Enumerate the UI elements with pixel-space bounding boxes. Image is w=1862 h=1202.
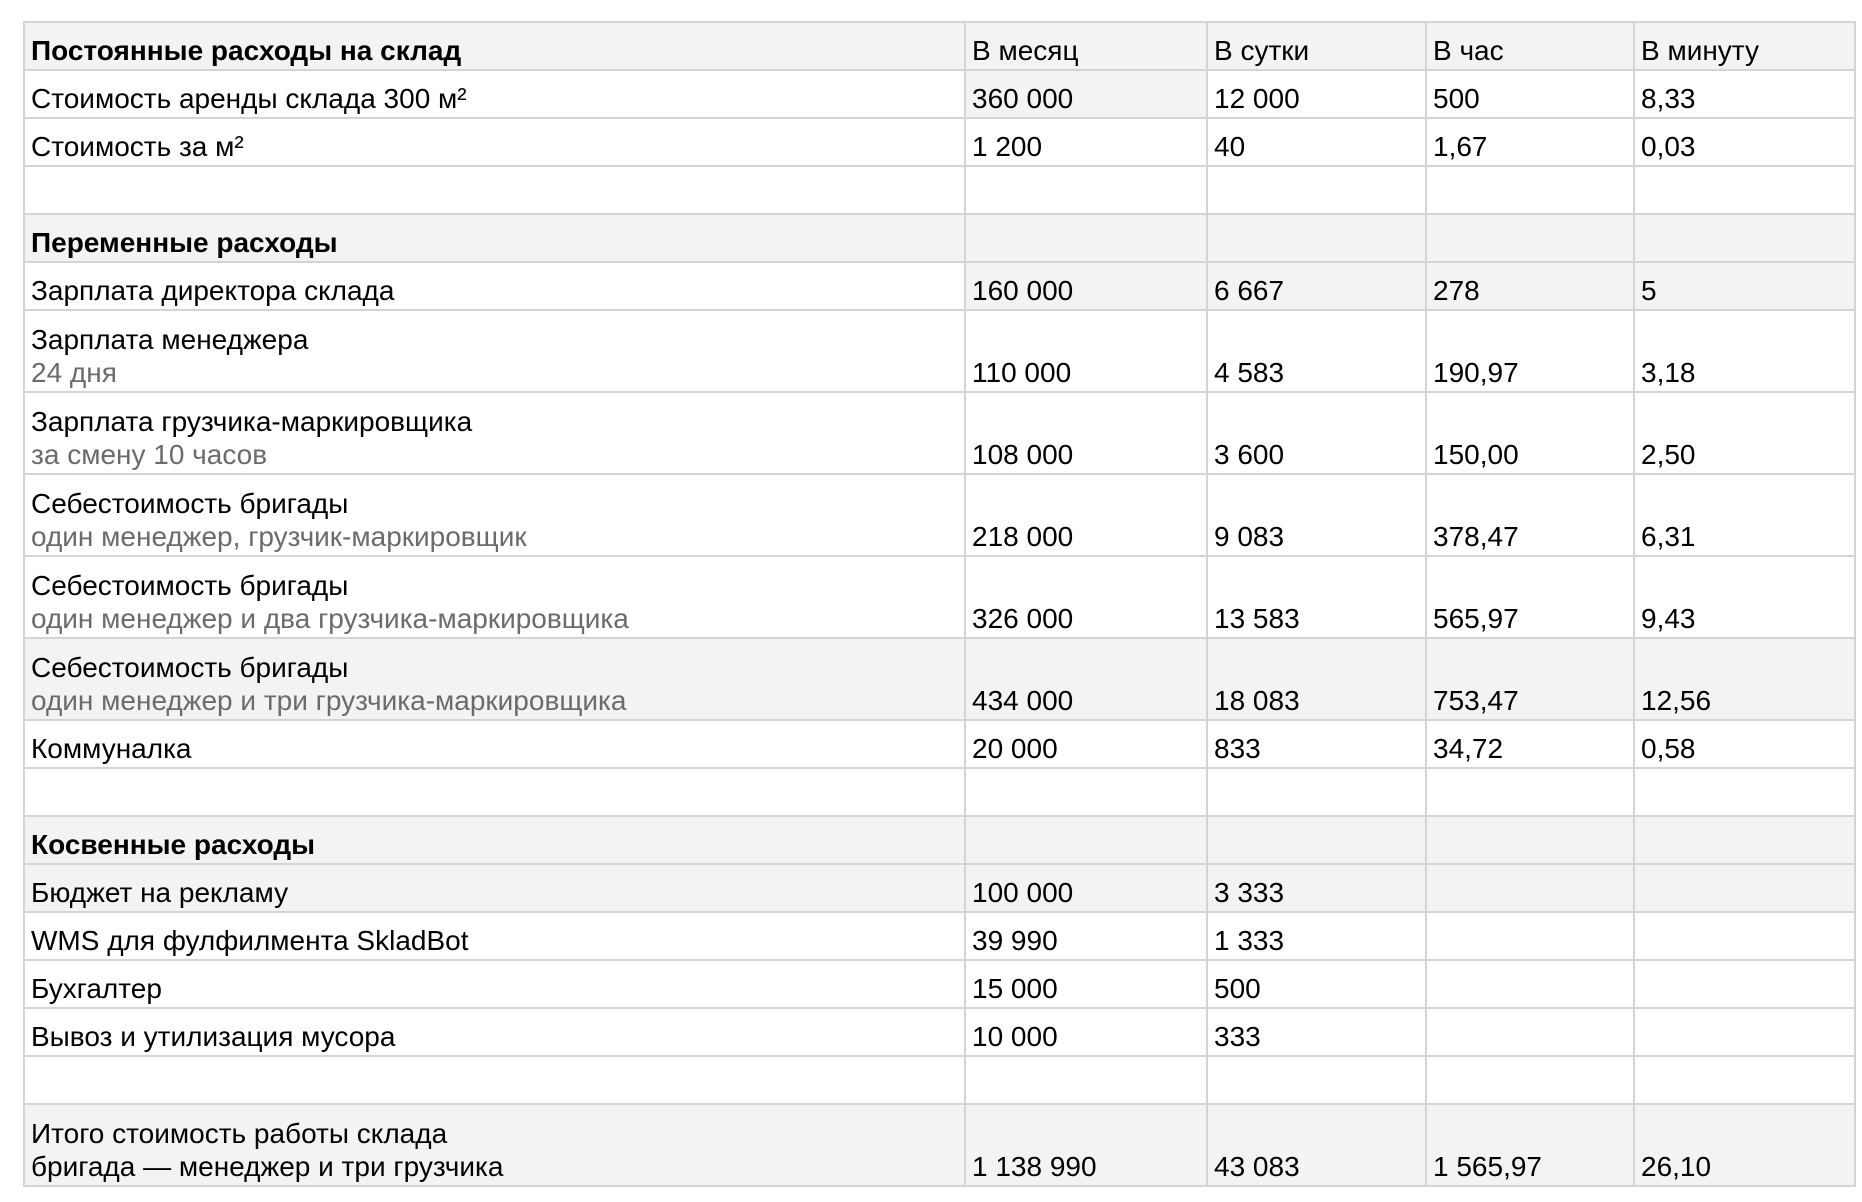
empty-cell[interactable] bbox=[1634, 816, 1855, 864]
empty-row bbox=[24, 768, 1855, 816]
value-cell-hour[interactable]: 753,47 bbox=[1426, 638, 1634, 720]
row-label: Зарплата грузчика-маркировщика bbox=[31, 406, 473, 437]
value-cell-day[interactable]: 40 bbox=[1207, 118, 1426, 166]
total-cell-hour[interactable]: 1 565,97 bbox=[1426, 1104, 1634, 1186]
header-cell-minute[interactable]: В минуту bbox=[1634, 22, 1855, 70]
value-cell-minute[interactable]: 8,33 bbox=[1634, 70, 1855, 118]
table-row bbox=[24, 474, 1855, 556]
total-label-cell[interactable] bbox=[24, 1104, 965, 1186]
value-cell-day[interactable]: 18 083 bbox=[1207, 638, 1426, 720]
section-row-variable bbox=[24, 214, 1855, 262]
table-row bbox=[24, 392, 1855, 474]
value-cell-minute[interactable]: 12,56 bbox=[1634, 638, 1855, 720]
value-cell-day[interactable]: 1 333 bbox=[1207, 912, 1426, 960]
row-label: Себестоимость бригады bbox=[31, 652, 349, 683]
value-cell-day[interactable]: 6 667 bbox=[1207, 262, 1426, 310]
empty-cell[interactable] bbox=[1207, 1056, 1426, 1104]
section-label-cell[interactable] bbox=[24, 214, 965, 262]
row-label: Коммуналка bbox=[31, 733, 192, 764]
table-row bbox=[24, 864, 1855, 912]
header-cell-day[interactable]: В сутки bbox=[1207, 22, 1426, 70]
header-label: Постоянные расходы на склад bbox=[31, 35, 462, 66]
value-cell-minute[interactable]: 0,03 bbox=[1634, 118, 1855, 166]
row-label-cell[interactable] bbox=[24, 912, 965, 960]
row-label: Бюджет на рекламу bbox=[31, 877, 289, 908]
header-label-cell[interactable] bbox=[24, 22, 965, 70]
value-cell-hour[interactable]: 565,97 bbox=[1426, 556, 1634, 638]
section-label-cell[interactable] bbox=[24, 816, 965, 864]
empty-row bbox=[24, 1056, 1855, 1104]
empty-cell[interactable] bbox=[965, 1056, 1207, 1104]
value-cell-hour[interactable]: 1,67 bbox=[1426, 118, 1634, 166]
header-cell-hour[interactable]: В час bbox=[1426, 22, 1634, 70]
empty-cell[interactable] bbox=[1207, 214, 1426, 262]
value-cell-minute[interactable]: 3,18 bbox=[1634, 310, 1855, 392]
row-label: Себестоимость бригады bbox=[31, 488, 349, 519]
table-row bbox=[24, 262, 1855, 310]
row-label: Стоимость за м² bbox=[31, 131, 244, 162]
value-cell-month[interactable]: 1 200 bbox=[965, 118, 1207, 166]
value-cell-month[interactable]: 434 000 bbox=[965, 638, 1207, 720]
row-label: Вывоз и утилизация мусора bbox=[31, 1021, 396, 1052]
value-cell-month[interactable]: 108 000 bbox=[965, 392, 1207, 474]
value-cell-month[interactable]: 360 000 bbox=[965, 70, 1207, 118]
row-label-cell[interactable] bbox=[24, 864, 965, 912]
value-cell-minute[interactable] bbox=[1634, 912, 1855, 960]
value-cell-month[interactable]: 326 000 bbox=[965, 556, 1207, 638]
total-cell-month[interactable]: 1 138 990 bbox=[965, 1104, 1207, 1186]
value-cell-hour[interactable]: 34,72 bbox=[1426, 720, 1634, 768]
row-label-cell[interactable] bbox=[24, 262, 965, 310]
empty-cell[interactable] bbox=[1426, 214, 1634, 262]
row-sublabel: один менеджер, грузчик-маркировщик bbox=[31, 521, 527, 552]
row-label-cell[interactable] bbox=[24, 474, 965, 556]
row-label: Зарплата директора склада bbox=[31, 275, 395, 306]
value-cell-hour[interactable] bbox=[1426, 912, 1634, 960]
value-cell-hour[interactable]: 150,00 bbox=[1426, 392, 1634, 474]
empty-cell[interactable] bbox=[24, 166, 965, 214]
value-cell-hour[interactable] bbox=[1426, 1008, 1634, 1056]
empty-cell[interactable] bbox=[1426, 1056, 1634, 1104]
total-cell-minute[interactable]: 26,10 bbox=[1634, 1104, 1855, 1186]
costs-table bbox=[23, 21, 1856, 1187]
value-cell-day[interactable]: 9 083 bbox=[1207, 474, 1426, 556]
value-cell-day[interactable]: 333 bbox=[1207, 1008, 1426, 1056]
empty-cell[interactable] bbox=[965, 214, 1207, 262]
row-sublabel: 24 дня bbox=[31, 357, 117, 388]
value-cell-day[interactable]: 833 bbox=[1207, 720, 1426, 768]
empty-cell[interactable] bbox=[1207, 166, 1426, 214]
value-cell-minute[interactable]: 9,43 bbox=[1634, 556, 1855, 638]
value-cell-month[interactable]: 39 990 bbox=[965, 912, 1207, 960]
section-title: Переменные расходы bbox=[31, 227, 338, 258]
empty-cell[interactable] bbox=[1634, 214, 1855, 262]
total-sublabel: бригада — менеджер и три грузчика bbox=[31, 1151, 504, 1182]
section-row-indirect bbox=[24, 816, 1855, 864]
row-label-cell[interactable] bbox=[24, 720, 965, 768]
empty-cell[interactable] bbox=[965, 816, 1207, 864]
empty-cell[interactable] bbox=[965, 768, 1207, 816]
value-cell-month[interactable]: 218 000 bbox=[965, 474, 1207, 556]
value-cell-minute[interactable]: 2,50 bbox=[1634, 392, 1855, 474]
value-cell-month[interactable]: 100 000 bbox=[965, 864, 1207, 912]
row-label: Бухгалтер bbox=[31, 973, 162, 1004]
empty-cell[interactable] bbox=[1426, 768, 1634, 816]
table-row bbox=[24, 720, 1855, 768]
table-row bbox=[24, 1008, 1855, 1056]
header-cell-month[interactable]: В месяц bbox=[965, 22, 1207, 70]
value-cell-hour[interactable] bbox=[1426, 960, 1634, 1008]
empty-cell[interactable] bbox=[1207, 768, 1426, 816]
table-row bbox=[24, 912, 1855, 960]
empty-cell[interactable] bbox=[1207, 816, 1426, 864]
value-cell-day[interactable]: 4 583 bbox=[1207, 310, 1426, 392]
row-sublabel: один менеджер и два грузчика-маркировщика bbox=[31, 603, 629, 634]
table-row bbox=[24, 310, 1855, 392]
value-cell-minute[interactable] bbox=[1634, 864, 1855, 912]
row-label: WMS для фулфилмента SkladBot bbox=[31, 925, 469, 956]
value-cell-day[interactable]: 3 333 bbox=[1207, 864, 1426, 912]
row-label: Себестоимость бригады bbox=[31, 570, 349, 601]
value-cell-day[interactable]: 13 583 bbox=[1207, 556, 1426, 638]
row-label-cell[interactable] bbox=[24, 310, 965, 392]
row-label-cell[interactable] bbox=[24, 556, 965, 638]
value-cell-day[interactable]: 3 600 bbox=[1207, 392, 1426, 474]
total-cell-day[interactable]: 43 083 bbox=[1207, 1104, 1426, 1186]
row-label-cell[interactable] bbox=[24, 1008, 965, 1056]
value-cell-hour[interactable]: 378,47 bbox=[1426, 474, 1634, 556]
value-cell-hour[interactable]: 500 bbox=[1426, 70, 1634, 118]
empty-cell[interactable] bbox=[1634, 166, 1855, 214]
table-header-row bbox=[24, 22, 1855, 70]
total-row bbox=[24, 1104, 1855, 1186]
value-cell-month[interactable]: 15 000 bbox=[965, 960, 1207, 1008]
table-row bbox=[24, 960, 1855, 1008]
value-cell-minute[interactable] bbox=[1634, 1008, 1855, 1056]
row-label-cell[interactable] bbox=[24, 960, 965, 1008]
table-row bbox=[24, 638, 1855, 720]
row-label-cell[interactable] bbox=[24, 70, 965, 118]
value-cell-day[interactable]: 500 bbox=[1207, 960, 1426, 1008]
section-title: Косвенные расходы bbox=[31, 829, 316, 860]
value-cell-minute[interactable] bbox=[1634, 960, 1855, 1008]
total-label: Итого стоимость работы склада bbox=[31, 1118, 448, 1149]
table-row bbox=[24, 118, 1855, 166]
value-cell-hour[interactable]: 278 bbox=[1426, 262, 1634, 310]
empty-cell[interactable] bbox=[1634, 768, 1855, 816]
value-cell-hour[interactable]: 190,97 bbox=[1426, 310, 1634, 392]
empty-cell[interactable] bbox=[24, 768, 965, 816]
value-cell-minute[interactable]: 6,31 bbox=[1634, 474, 1855, 556]
row-label-cell[interactable] bbox=[24, 118, 965, 166]
row-sublabel: за смену 10 часов bbox=[31, 439, 268, 470]
row-sublabel: один менеджер и три грузчика-маркировщика bbox=[31, 685, 627, 716]
value-cell-minute[interactable]: 0,58 bbox=[1634, 720, 1855, 768]
value-cell-month[interactable]: 20 000 bbox=[965, 720, 1207, 768]
empty-cell[interactable] bbox=[1426, 816, 1634, 864]
value-cell-month[interactable]: 10 000 bbox=[965, 1008, 1207, 1056]
row-label-cell[interactable] bbox=[24, 392, 965, 474]
value-cell-month[interactable]: 160 000 bbox=[965, 262, 1207, 310]
empty-cell[interactable] bbox=[1634, 1056, 1855, 1104]
row-label: Зарплата менеджера bbox=[31, 324, 309, 355]
empty-cell[interactable] bbox=[1426, 166, 1634, 214]
table-row bbox=[24, 70, 1855, 118]
empty-cell[interactable] bbox=[24, 1056, 965, 1104]
row-label: Стоимость аренды склада 300 м² bbox=[31, 83, 467, 114]
empty-cell[interactable] bbox=[965, 166, 1207, 214]
value-cell-day[interactable]: 12 000 bbox=[1207, 70, 1426, 118]
table-row bbox=[24, 556, 1855, 638]
value-cell-minute[interactable]: 5 bbox=[1634, 262, 1855, 310]
value-cell-month[interactable]: 110 000 bbox=[965, 310, 1207, 392]
value-cell-hour[interactable] bbox=[1426, 864, 1634, 912]
empty-row bbox=[24, 166, 1855, 214]
row-label-cell[interactable] bbox=[24, 638, 965, 720]
